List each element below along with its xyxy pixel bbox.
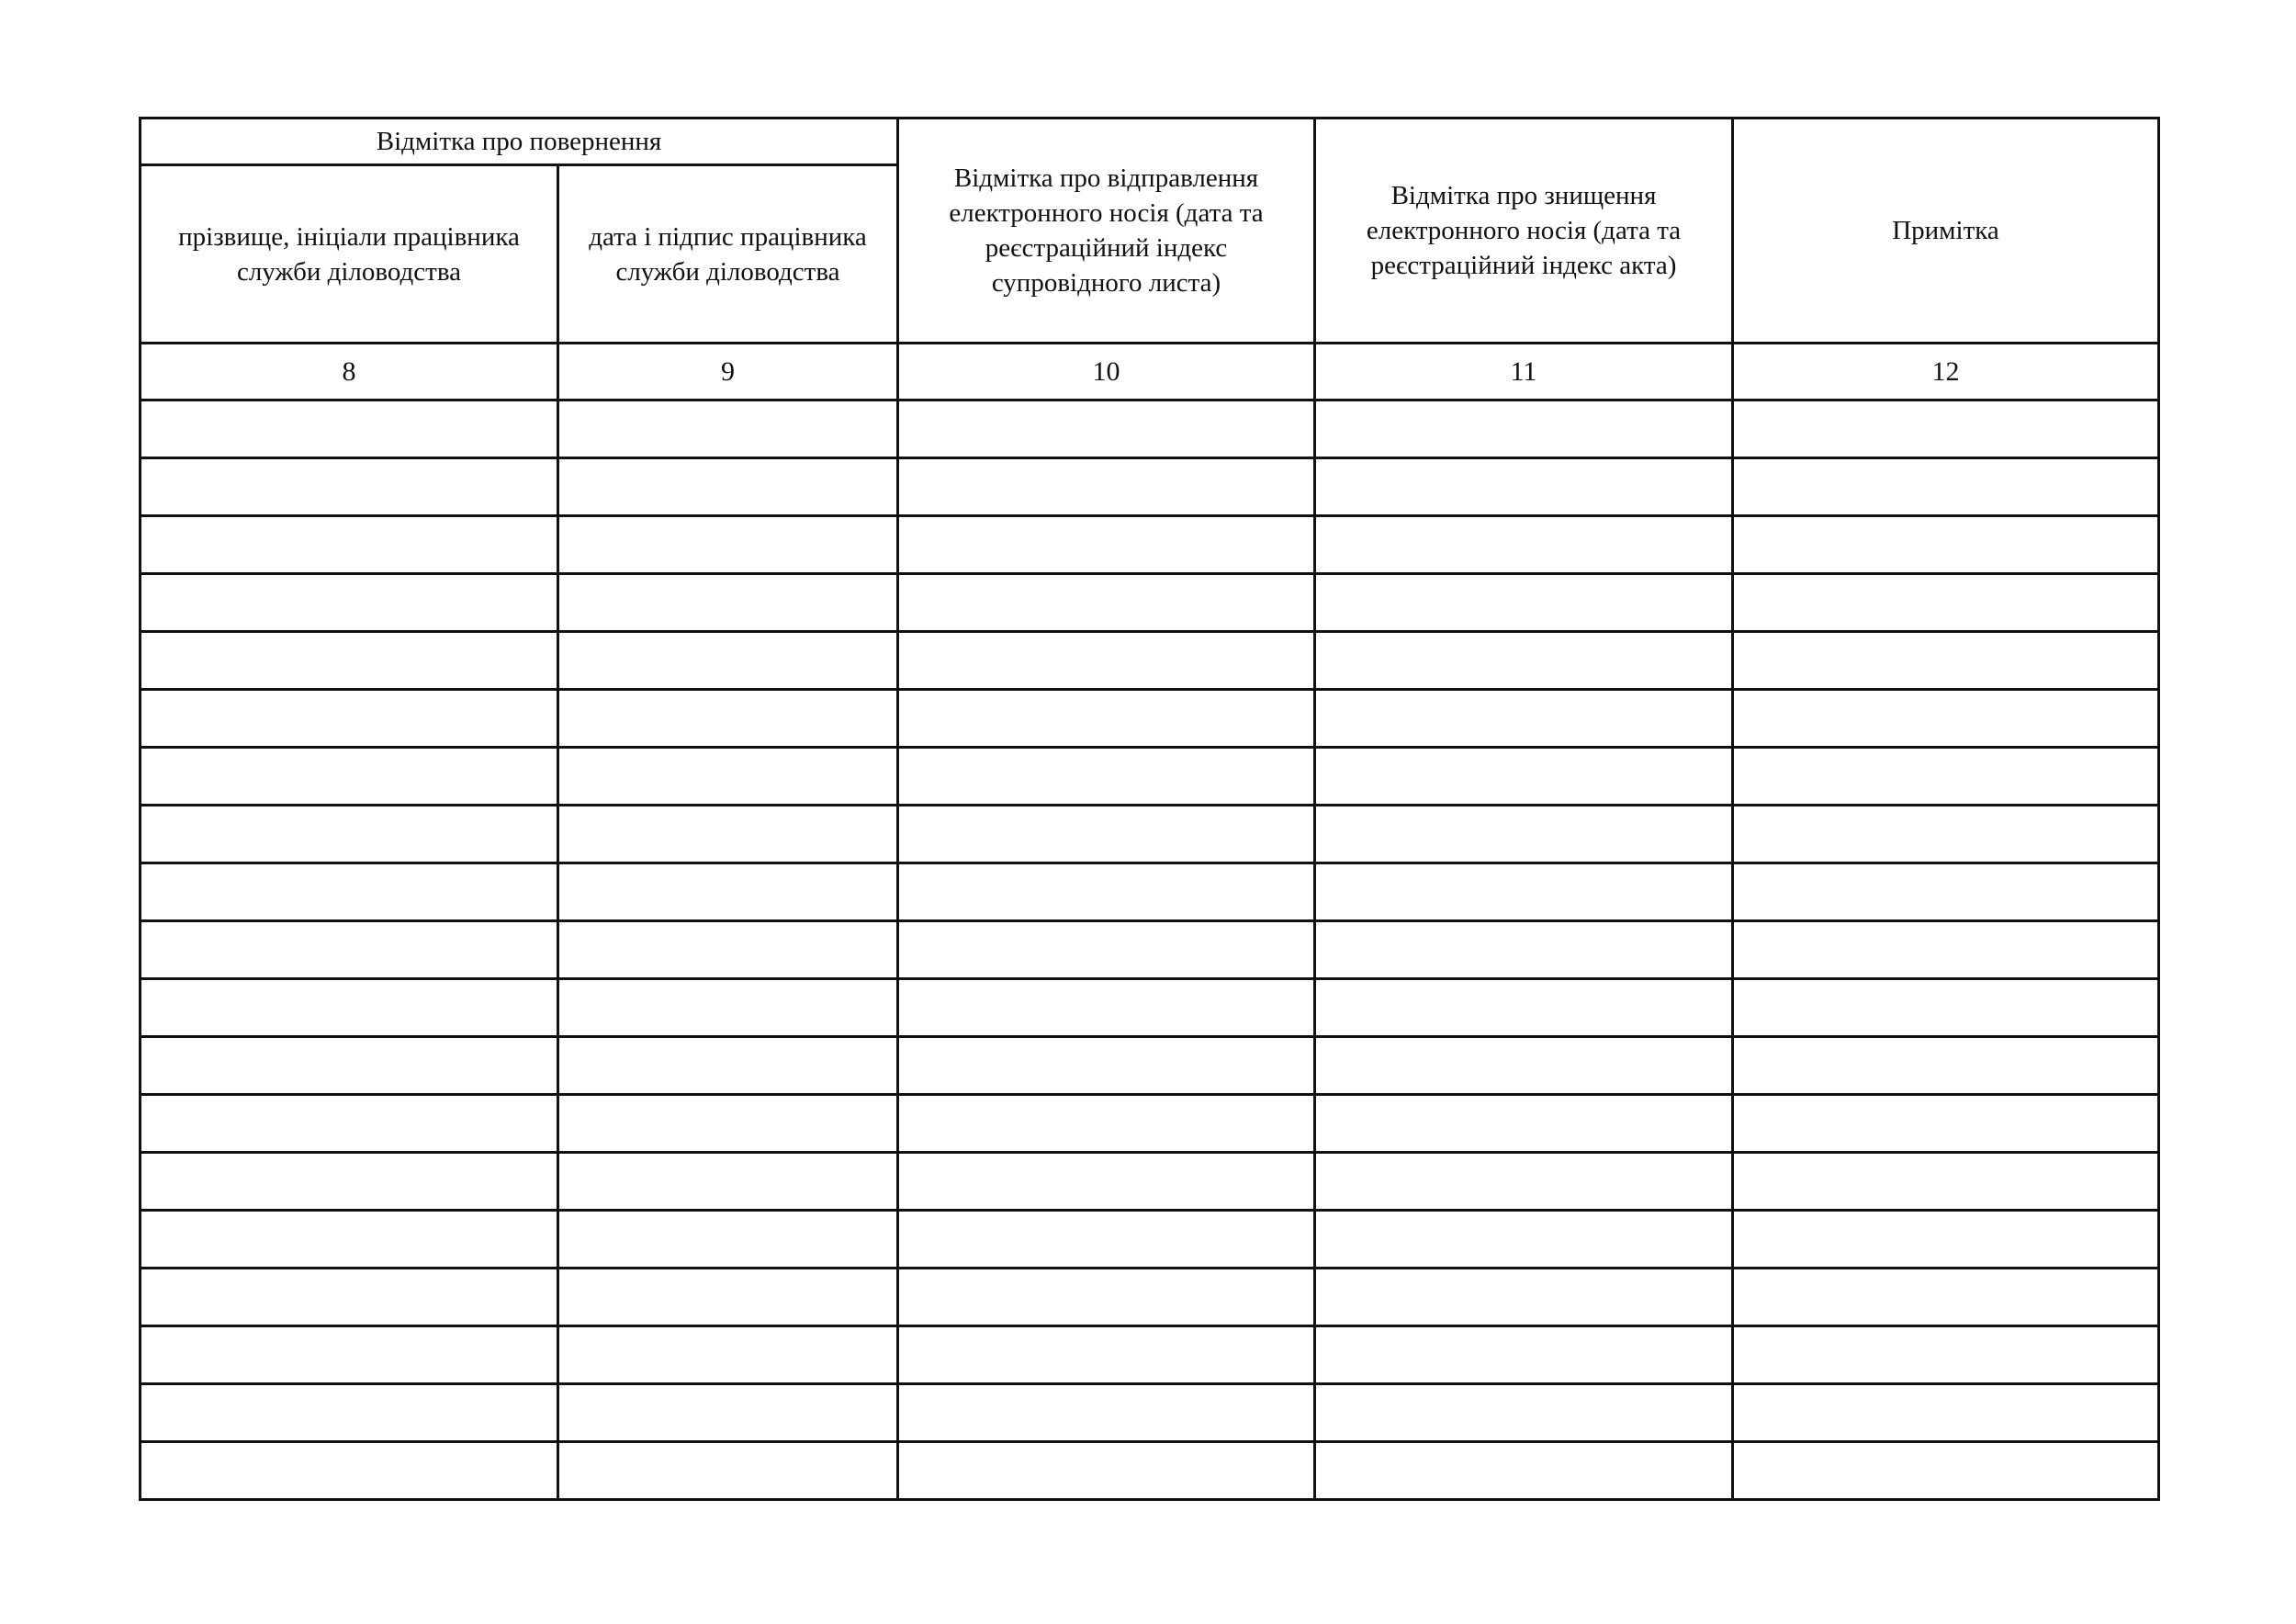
table-cell[interactable] [1733,1037,2159,1095]
table-cell[interactable] [1733,806,2159,863]
table-cell[interactable] [1315,1442,1733,1500]
table-cell[interactable] [1315,748,1733,806]
table-row [141,1326,2159,1384]
table-cell[interactable] [141,690,558,748]
table-cell[interactable] [898,1095,1315,1153]
table-cell[interactable] [141,574,558,632]
table-cell[interactable] [141,1153,558,1211]
table-cell[interactable] [1315,979,1733,1037]
table-cell[interactable] [898,1326,1315,1384]
table-cell[interactable] [1733,1326,2159,1384]
table-cell[interactable] [898,458,1315,516]
note-header: Примітка [1733,118,2159,344]
table-cell[interactable] [1733,690,2159,748]
table-cell[interactable] [1315,1269,1733,1326]
table-cell[interactable] [1733,921,2159,979]
table-row [141,1095,2159,1153]
table-cell[interactable] [898,1384,1315,1442]
table-cell[interactable] [1733,1095,2159,1153]
table-cell[interactable] [898,1442,1315,1500]
table-row [141,574,2159,632]
table-cell[interactable] [1733,632,2159,690]
table-cell[interactable] [898,748,1315,806]
table-cell[interactable] [558,806,898,863]
column-number: 10 [898,344,1315,400]
table-cell[interactable] [898,863,1315,921]
table-cell[interactable] [898,690,1315,748]
table-cell[interactable] [558,1211,898,1269]
table-cell[interactable] [558,1037,898,1095]
table-cell[interactable] [558,400,898,458]
table-cell[interactable] [1315,1211,1733,1269]
header-row-top [141,118,2159,165]
table-row [141,1037,2159,1095]
destroyed-mark-header: Відмітка про знищення електронного носія (дата та реєстраційний індекс акта) [1315,118,1733,344]
table-cell[interactable] [558,863,898,921]
table-row [141,1211,2159,1269]
table-cell[interactable] [1733,863,2159,921]
table-cell[interactable] [898,979,1315,1037]
table-row [141,690,2159,748]
table-cell[interactable] [1315,1095,1733,1153]
table-cell[interactable] [898,1269,1315,1326]
table-cell[interactable] [1733,1153,2159,1211]
column-number: 8 [141,344,558,400]
table-row [141,979,2159,1037]
table-cell[interactable] [1733,1384,2159,1442]
table-cell[interactable] [1733,458,2159,516]
column-number: 12 [1733,344,2159,400]
table-cell[interactable] [1315,1153,1733,1211]
clerk-name-header: прізвище, ініціали працівника служби діловодства [141,165,558,344]
table-cell[interactable] [1315,1037,1733,1095]
table-row [141,921,2159,979]
table-cell[interactable] [558,1095,898,1153]
table-cell[interactable] [1315,921,1733,979]
table-cell[interactable] [141,1211,558,1269]
table-cell[interactable] [141,516,558,574]
clerk-date-signature-header: дата і підпис працівника служби діловодства [558,165,898,344]
table-cell[interactable] [1733,574,2159,632]
table-cell[interactable] [558,748,898,806]
table-cell[interactable] [558,690,898,748]
table-cell[interactable] [1315,400,1733,458]
table-cell[interactable] [141,632,558,690]
table-cell[interactable] [1733,1442,2159,1500]
table-cell[interactable] [141,458,558,516]
table-cell[interactable] [898,1211,1315,1269]
table-row [141,1384,2159,1442]
table-cell[interactable] [141,863,558,921]
table-row [141,1153,2159,1211]
table-body [141,400,2159,1500]
table-cell[interactable] [141,1269,558,1326]
table-cell[interactable] [558,1384,898,1442]
table-cell[interactable] [1733,400,2159,458]
table-cell[interactable] [141,921,558,979]
table-cell[interactable] [141,1384,558,1442]
column-number: 11 [1315,344,1733,400]
table-cell[interactable] [898,632,1315,690]
column-number-row [141,344,2159,400]
table-cell[interactable] [558,1153,898,1211]
table-cell[interactable] [1315,516,1733,574]
table-cell[interactable] [141,748,558,806]
table-row [141,1269,2159,1326]
table-cell[interactable] [1733,1269,2159,1326]
table-cell[interactable] [898,806,1315,863]
table-cell[interactable] [141,400,558,458]
table-cell[interactable] [558,458,898,516]
return-mark-group-header: Відмітка про повернення [141,118,898,165]
table-row [141,458,2159,516]
register-table [139,117,2160,1501]
table-cell[interactable] [1733,748,2159,806]
table-row [141,806,2159,863]
table-row [141,632,2159,690]
table-row [141,863,2159,921]
table-cell[interactable] [898,1037,1315,1095]
table-cell[interactable] [1315,690,1733,748]
table-cell[interactable] [558,979,898,1037]
table-cell[interactable] [1315,632,1733,690]
table-cell[interactable] [898,516,1315,574]
table-cell[interactable] [558,574,898,632]
table-cell[interactable] [141,1095,558,1153]
table-cell[interactable] [898,1153,1315,1211]
table-cell[interactable] [558,1326,898,1384]
table-cell[interactable] [1315,458,1733,516]
table-cell[interactable] [1315,863,1733,921]
table-cell[interactable] [1315,1384,1733,1442]
table-cell[interactable] [1733,516,2159,574]
table-cell[interactable] [141,1037,558,1095]
table-row [141,400,2159,458]
table-row [141,748,2159,806]
table-cell[interactable] [558,921,898,979]
table-cell[interactable] [141,1326,558,1384]
table-cell[interactable] [1315,1326,1733,1384]
table-cell[interactable] [141,806,558,863]
column-number: 9 [558,344,898,400]
table-cell[interactable] [1315,806,1733,863]
table-cell[interactable] [558,1269,898,1326]
table-cell[interactable] [1315,574,1733,632]
table-cell[interactable] [898,574,1315,632]
sent-mark-header: Відмітка про відправлення електронного носія (дата та реєстраційний індекс супровідного листа) [898,118,1315,344]
table-row [141,516,2159,574]
table-cell[interactable] [558,1442,898,1500]
table-cell[interactable] [558,516,898,574]
table-cell[interactable] [898,921,1315,979]
table-row [141,1442,2159,1500]
table-cell[interactable] [1733,979,2159,1037]
table-cell[interactable] [1733,1211,2159,1269]
table-cell[interactable] [898,400,1315,458]
table-cell[interactable] [141,1442,558,1500]
table-cell[interactable] [558,632,898,690]
table-cell[interactable] [141,979,558,1037]
